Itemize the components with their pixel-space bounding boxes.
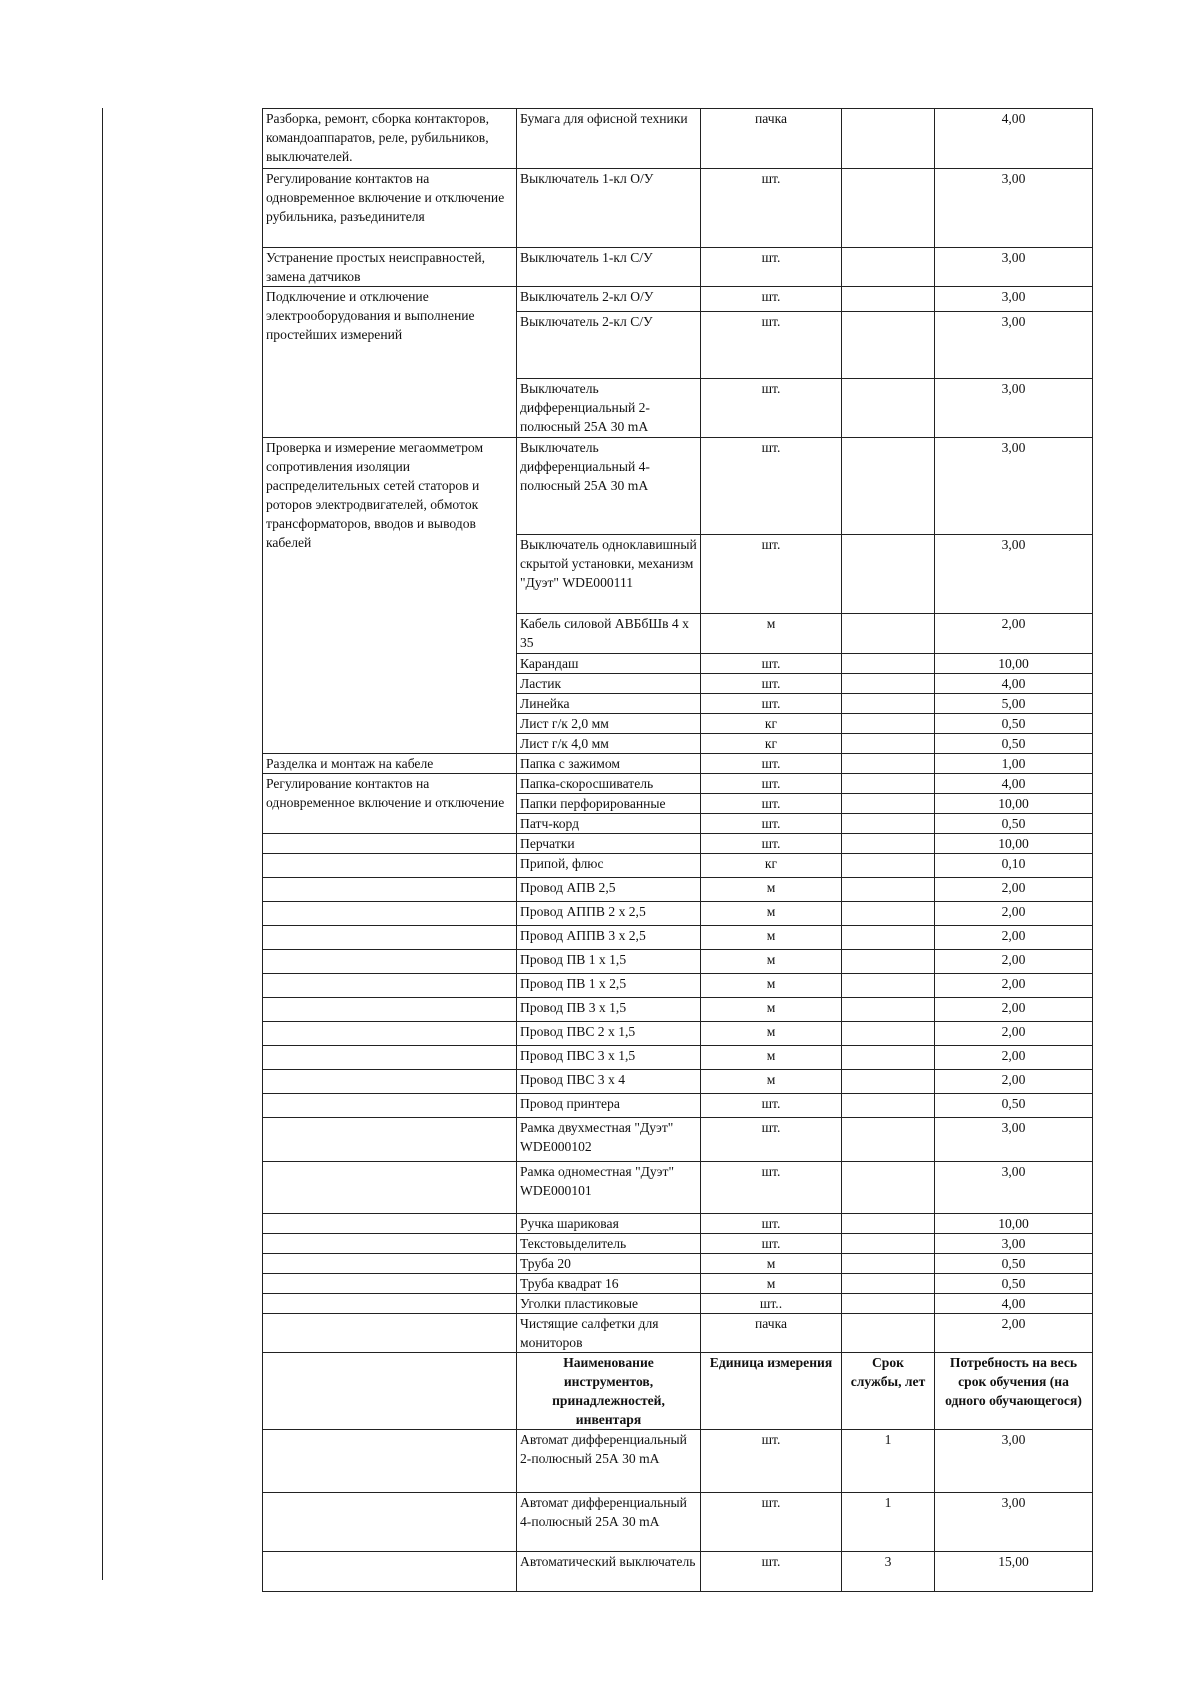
unit-cell: шт.: [701, 1214, 842, 1234]
service-life-cell: [842, 774, 935, 794]
table-row: [263, 1214, 1093, 1234]
quantity-cell: 3,00: [935, 1430, 1093, 1493]
quantity-cell: 4,00: [935, 674, 1093, 694]
quantity-cell: 3,00: [935, 1118, 1093, 1162]
work-cell: Регулирование контактов на одновременное включение и отключение рубильника, разъединителя: [263, 169, 517, 248]
unit-cell: шт.: [701, 834, 842, 854]
unit-cell: шт.: [701, 654, 842, 674]
service-life-cell: [842, 287, 935, 312]
service-life-cell: [842, 714, 935, 734]
unit-cell: шт.: [701, 1118, 842, 1162]
work-cell: [263, 878, 517, 902]
unit-cell: м: [701, 950, 842, 974]
unit-cell: м: [701, 902, 842, 926]
item-name-cell: Текстовыделитель: [517, 1234, 701, 1254]
service-life-cell: [842, 674, 935, 694]
unit-cell: шт..: [701, 1294, 842, 1314]
table-row: [263, 774, 1093, 794]
item-name-cell: Лист г/к 2,0 мм: [517, 714, 701, 734]
item-name-cell: Выключатель 1-кл С/У: [517, 248, 701, 287]
item-name-cell: Лист г/к 4,0 мм: [517, 734, 701, 754]
unit-cell: шт.: [701, 1234, 842, 1254]
quantity-cell: 3,00: [935, 312, 1093, 379]
unit-cell: шт.: [701, 1493, 842, 1552]
item-name-cell: Уголки пластиковые: [517, 1294, 701, 1314]
service-life-cell: [842, 1234, 935, 1254]
item-name-cell: Перчатки: [517, 834, 701, 854]
table-row: [263, 1294, 1093, 1314]
work-cell: [263, 1234, 517, 1254]
table-row: [263, 754, 1093, 774]
service-life-cell: [842, 1094, 935, 1118]
table-row: [263, 854, 1093, 878]
quantity-cell: 2,00: [935, 1022, 1093, 1046]
unit-cell: шт.: [701, 814, 842, 834]
item-name-cell: Выключатель дифференциальный 2-полюсный 25А 30 mA: [517, 379, 701, 438]
unit-cell: м: [701, 998, 842, 1022]
service-life-cell: [842, 834, 935, 854]
service-life-cell: [842, 535, 935, 614]
service-life-cell: [842, 169, 935, 248]
service-life-cell: [842, 109, 935, 169]
quantity-cell: 3,00: [935, 379, 1093, 438]
table-row: [263, 1094, 1093, 1118]
quantity-cell: 3,00: [935, 1493, 1093, 1552]
service-life-cell: [842, 814, 935, 834]
unit-cell: шт.: [701, 774, 842, 794]
unit-cell: кг: [701, 854, 842, 878]
work-cell: [263, 1214, 517, 1234]
item-name-cell: Чистящие салфетки для мониторов: [517, 1314, 701, 1353]
item-name-cell: Автомат дифференциальный 4-полюсный 25А 30 mA: [517, 1493, 701, 1552]
item-name-cell: Провод принтера: [517, 1094, 701, 1118]
unit-cell: пачка: [701, 109, 842, 169]
unit-cell: шт.: [701, 248, 842, 287]
work-cell: [263, 998, 517, 1022]
item-name-cell: Провод ПВС 2 х 1,5: [517, 1022, 701, 1046]
table-row: [263, 998, 1093, 1022]
service-life-cell: 3: [842, 1552, 935, 1592]
unit-cell: м: [701, 878, 842, 902]
item-name-cell: Карандаш: [517, 654, 701, 674]
item-name-cell: Папка-скоросшиватель: [517, 774, 701, 794]
quantity-cell: 3,00: [935, 438, 1093, 535]
service-life-cell: [842, 998, 935, 1022]
item-name-cell: Провод ПВС 3 х 1,5: [517, 1046, 701, 1070]
unit-cell: м: [701, 974, 842, 998]
item-name-cell: Выключатель 2-кл О/У: [517, 287, 701, 312]
work-cell: [263, 1046, 517, 1070]
quantity-cell: 3,00: [935, 287, 1093, 312]
work-cell: [263, 950, 517, 974]
service-life-cell: [842, 878, 935, 902]
service-life-cell: [842, 950, 935, 974]
item-name-cell: Провод ПВ 1 х 2,5: [517, 974, 701, 998]
quantity-cell: 1,00: [935, 754, 1093, 774]
quantity-cell: 0,10: [935, 854, 1093, 878]
item-name-cell: Выключатель 2-кл С/У: [517, 312, 701, 379]
unit-cell: м: [701, 926, 842, 950]
work-cell: [263, 1353, 517, 1430]
quantity-cell: 0,50: [935, 1274, 1093, 1294]
item-name-cell: Ручка шариковая: [517, 1214, 701, 1234]
service-life-cell: [842, 854, 935, 878]
table-row: [263, 1493, 1093, 1552]
table-row: [263, 1552, 1093, 1592]
unit-cell: шт.: [701, 694, 842, 714]
quantity-cell: 10,00: [935, 794, 1093, 814]
work-cell: Подключение и отключение электрооборудования и выполнение простейших измерений: [263, 287, 517, 438]
item-name-cell: Провод ПВС 3 х 4: [517, 1070, 701, 1094]
unit-cell: шт.: [701, 1552, 842, 1592]
work-cell: [263, 1314, 517, 1353]
work-cell: Устранение простых неисправностей, замена датчиков: [263, 248, 517, 287]
work-cell: [263, 834, 517, 854]
table-row: [263, 974, 1093, 998]
quantity-cell: 0,50: [935, 1094, 1093, 1118]
service-life-cell: [842, 312, 935, 379]
table-row: [263, 878, 1093, 902]
table-row: [263, 926, 1093, 950]
work-cell: [263, 1118, 517, 1162]
quantity-cell: 2,00: [935, 1070, 1093, 1094]
item-name-cell: Линейка: [517, 694, 701, 714]
table-row: [263, 1430, 1093, 1493]
table-row: [263, 248, 1093, 287]
quantity-cell: 10,00: [935, 834, 1093, 854]
table-row: [263, 950, 1093, 974]
unit-cell: пачка: [701, 1314, 842, 1353]
quantity-cell: 0,50: [935, 1254, 1093, 1274]
item-name-cell: Провод АППВ 2 х 2,5: [517, 902, 701, 926]
table-row: [263, 1118, 1093, 1162]
item-name-cell: Бумага для офисной техники: [517, 109, 701, 169]
table-row: [263, 1274, 1093, 1294]
item-name-cell: Провод АППВ 3 х 2,5: [517, 926, 701, 950]
work-cell: [263, 1294, 517, 1314]
item-name-cell: Патч-корд: [517, 814, 701, 834]
quantity-cell: 0,50: [935, 734, 1093, 754]
service-life-cell: [842, 794, 935, 814]
table-row: [263, 1162, 1093, 1214]
service-life-cell: [842, 1118, 935, 1162]
quantity-cell: 15,00: [935, 1552, 1093, 1592]
work-cell: [263, 1274, 517, 1294]
unit-cell: м: [701, 1046, 842, 1070]
quantity-cell: 4,00: [935, 774, 1093, 794]
header-service-life-cell: Срок службы, лет: [842, 1353, 935, 1430]
service-life-cell: [842, 734, 935, 754]
work-cell: [263, 1162, 517, 1214]
quantity-cell: 2,00: [935, 902, 1093, 926]
quantity-cell: 4,00: [935, 109, 1093, 169]
item-name-cell: Провод АПВ 2,5: [517, 878, 701, 902]
service-life-cell: [842, 1314, 935, 1353]
unit-cell: м: [701, 1022, 842, 1046]
service-life-cell: [842, 1046, 935, 1070]
service-life-cell: [842, 1294, 935, 1314]
item-name-cell: Автомат дифференциальный 2-полюсный 25А 30 mA: [517, 1430, 701, 1493]
unit-cell: шт.: [701, 379, 842, 438]
quantity-cell: 3,00: [935, 169, 1093, 248]
service-life-cell: [842, 1254, 935, 1274]
table-row: [263, 834, 1093, 854]
quantity-cell: 2,00: [935, 974, 1093, 998]
unit-cell: шт.: [701, 674, 842, 694]
table-row: [263, 109, 1093, 169]
item-name-cell: Рамка одноместная "Дуэт" WDE000101: [517, 1162, 701, 1214]
item-name-cell: Припой, флюс: [517, 854, 701, 878]
quantity-cell: 2,00: [935, 950, 1093, 974]
table-row: [263, 1234, 1093, 1254]
unit-cell: шт.: [701, 535, 842, 614]
left-margin-rule: [102, 108, 103, 1580]
quantity-cell: 0,50: [935, 814, 1093, 834]
quantity-cell: 2,00: [935, 614, 1093, 654]
work-cell: [263, 1552, 517, 1592]
quantity-cell: 2,00: [935, 998, 1093, 1022]
item-name-cell: Автоматический выключатель: [517, 1552, 701, 1592]
service-life-cell: [842, 1214, 935, 1234]
header-quantity-cell: Потребность на весь срок обучения (на одного обучающегося): [935, 1353, 1093, 1430]
unit-cell: м: [701, 1070, 842, 1094]
unit-cell: шт.: [701, 1094, 842, 1118]
unit-cell: шт.: [701, 794, 842, 814]
unit-cell: шт.: [701, 754, 842, 774]
item-name-cell: Провод ПВ 1 х 1,5: [517, 950, 701, 974]
header-unit-cell: Единица измерения: [701, 1353, 842, 1430]
table-row: [263, 438, 1093, 535]
quantity-cell: 2,00: [935, 1314, 1093, 1353]
item-name-cell: Выключатель одноклавишный скрытой установки, механизм "Дуэт" WDE000111: [517, 535, 701, 614]
service-life-cell: [842, 1022, 935, 1046]
work-cell: [263, 974, 517, 998]
table-row: [263, 1070, 1093, 1094]
quantity-cell: 3,00: [935, 1162, 1093, 1214]
unit-cell: шт.: [701, 169, 842, 248]
quantity-cell: 2,00: [935, 1046, 1093, 1070]
item-name-cell: Ластик: [517, 674, 701, 694]
unit-cell: шт.: [701, 1430, 842, 1493]
work-cell: [263, 1254, 517, 1274]
work-cell: Регулирование контактов на одновременное включение и отключение: [263, 774, 517, 834]
header-item-name-cell: Наименование инструментов, принадлежностей, инвентаря: [517, 1353, 701, 1430]
work-cell: [263, 902, 517, 926]
item-name-cell: Выключатель дифференциальный 4-полюсный 25А 30 mA: [517, 438, 701, 535]
item-name-cell: Выключатель 1-кл О/У: [517, 169, 701, 248]
unit-cell: м: [701, 1274, 842, 1294]
work-cell: [263, 1094, 517, 1118]
quantity-cell: 5,00: [935, 694, 1093, 714]
materials-table: [262, 108, 1093, 1592]
work-cell: Разборка, ремонт, сборка контакторов, командоаппаратов, реле, рубильников, выключателей.: [263, 109, 517, 169]
service-life-cell: [842, 754, 935, 774]
item-name-cell: Кабель силовой АВБбШв 4 х 35: [517, 614, 701, 654]
item-name-cell: Труба 20: [517, 1254, 701, 1274]
unit-cell: кг: [701, 714, 842, 734]
item-name-cell: Труба квадрат 16: [517, 1274, 701, 1294]
unit-cell: м: [701, 1254, 842, 1274]
quantity-cell: 10,00: [935, 654, 1093, 674]
work-cell: Проверка и измерение мегаомметром сопротивления изоляции распределительных сетей статоров и роторов электродвигателей, обмоток трансформаторов, вводов и выводов кабелей: [263, 438, 517, 754]
unit-cell: шт.: [701, 1162, 842, 1214]
quantity-cell: 2,00: [935, 926, 1093, 950]
service-life-cell: 1: [842, 1493, 935, 1552]
work-cell: Разделка и монтаж на кабеле: [263, 754, 517, 774]
work-cell: [263, 1070, 517, 1094]
table-row: [263, 1314, 1093, 1353]
table-row: [263, 1046, 1093, 1070]
unit-cell: кг: [701, 734, 842, 754]
item-name-cell: Папки перфорированные: [517, 794, 701, 814]
work-cell: [263, 854, 517, 878]
service-life-cell: [842, 694, 935, 714]
service-life-cell: [842, 974, 935, 998]
service-life-cell: [842, 926, 935, 950]
service-life-cell: [842, 248, 935, 287]
quantity-cell: 0,50: [935, 714, 1093, 734]
unit-cell: шт.: [701, 287, 842, 312]
table-row: [263, 287, 1093, 312]
work-cell: [263, 1022, 517, 1046]
work-cell: [263, 926, 517, 950]
item-name-cell: Рамка двухместная "Дуэт" WDE000102: [517, 1118, 701, 1162]
table-row: [263, 1353, 1093, 1430]
quantity-cell: 3,00: [935, 1234, 1093, 1254]
table-row: [263, 1022, 1093, 1046]
item-name-cell: Папка с зажимом: [517, 754, 701, 774]
service-life-cell: [842, 654, 935, 674]
service-life-cell: [842, 614, 935, 654]
service-life-cell: [842, 1070, 935, 1094]
unit-cell: шт.: [701, 312, 842, 379]
unit-cell: м: [701, 614, 842, 654]
service-life-cell: [842, 1162, 935, 1214]
unit-cell: шт.: [701, 438, 842, 535]
table-row: [263, 169, 1093, 248]
service-life-cell: [842, 902, 935, 926]
table-row: [263, 902, 1093, 926]
quantity-cell: 4,00: [935, 1294, 1093, 1314]
work-cell: [263, 1493, 517, 1552]
service-life-cell: [842, 1274, 935, 1294]
quantity-cell: 10,00: [935, 1214, 1093, 1234]
service-life-cell: 1: [842, 1430, 935, 1493]
work-cell: [263, 1430, 517, 1493]
quantity-cell: 3,00: [935, 535, 1093, 614]
service-life-cell: [842, 438, 935, 535]
quantity-cell: 2,00: [935, 878, 1093, 902]
quantity-cell: 3,00: [935, 248, 1093, 287]
service-life-cell: [842, 379, 935, 438]
item-name-cell: Провод ПВ 3 х 1,5: [517, 998, 701, 1022]
table-row: [263, 1254, 1093, 1274]
